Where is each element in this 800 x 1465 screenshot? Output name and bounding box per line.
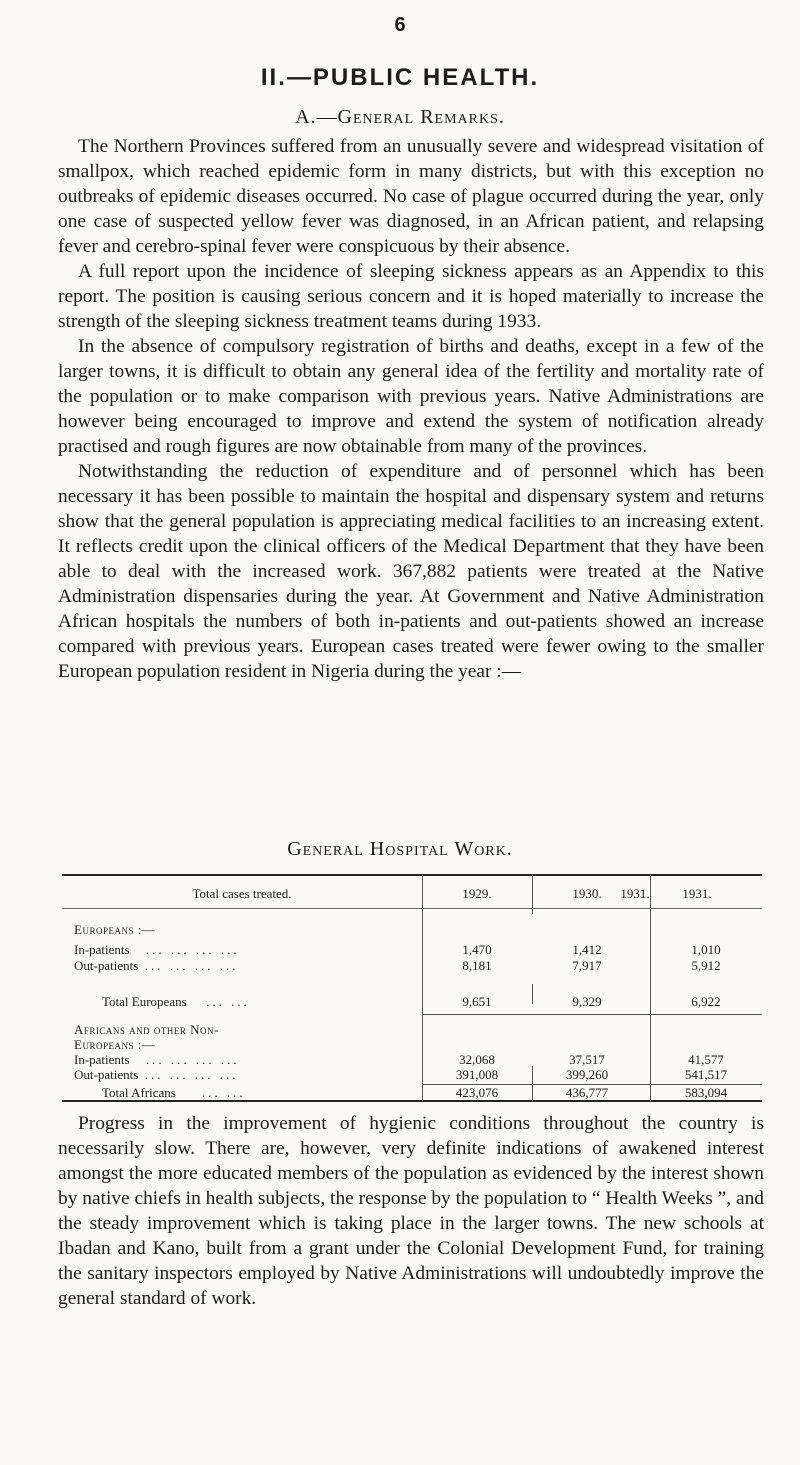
total-value: 9,329 [572, 994, 602, 1009]
cell-value: 7,917 [572, 958, 602, 973]
cell-value: 1,470 [462, 942, 492, 957]
total-value: 9,651 [462, 994, 492, 1009]
table-top-rule [62, 874, 762, 876]
total-label: Total Europeans ... ... [102, 994, 250, 1009]
cell-value: 399,260 [565, 1067, 609, 1082]
paragraph-expenditure: Notwithstanding the reduction of expenditure and of personnel which has been necessary it has been possible to maintain the hospital and dispensary system and returns show that the general population is appreciating medical facilities to an increasing extent. It reflects credit upon the clinical officers of the Medical Department that they have been able to deal with the increased work. 367,882 patients were treated at the Native Administration dispensaries during the year. At Government and Native Administration African hospitals the numbers of both in-patients and out-patients showed an increase compared with previous years. European cases treated were fewer owing to the smaller European population resident in Nigeria during the year :— [58, 461, 764, 682]
cell-value: 37,517 [569, 1052, 605, 1067]
row-label: In-patients ... ... ... ... [74, 942, 240, 957]
total-value: 583,094 [684, 1085, 728, 1100]
paragraph-sleeping-sickness: A full report upon the incidence of sleeping sickness appears as an Appendix to this report. The position is causing serious concern and it is hoped materially to increase the strength of the sleeping sickness treatment teams during 1933. [58, 261, 764, 332]
paragraph-smallpox: The Northern Provinces suffered from an unusually severe and widespread visitation of smallpox, which reached epidemic form in many districts, but with this exception no outbreaks of epidemic diseases occurred. No case of plague occurred during the year, only one case of suspected yellow fever was diagnosed, in an African patient, and relapsing fever and cerebro-spinal fever were conspicuous by their absence. [58, 136, 764, 257]
table-title: General Hospital Work. [287, 838, 513, 860]
group-divider [422, 1014, 762, 1015]
header-rule [62, 908, 762, 909]
header-year: 1931. [620, 886, 650, 901]
group-heading-africans: Africans and other Non- [74, 1022, 219, 1037]
row-label: In-patients ... ... ... ... [74, 1052, 240, 1067]
header-year: 1931. [682, 886, 712, 901]
cell-value: 1,412 [572, 942, 602, 957]
total-value: 423,076 [455, 1085, 499, 1100]
paragraph-registration: In the absence of compulsory registration of births and deaths, except in a few of the larger towns, it is difficult to obtain any general idea of the fertility and mortality rate of the population or to make comparison with previous years. Native Administrations are however being encouraged to improve and extend the system of notification already practised and rough figures are now obtainable from many of the provinces. [58, 336, 764, 457]
page-number: 6 [394, 14, 406, 36]
group-heading-europeans: Europeans :— [74, 922, 156, 937]
total-value: 6,922 [691, 994, 721, 1009]
cell-value: 41,577 [688, 1052, 724, 1067]
cell-value: 8,181 [462, 958, 492, 973]
intro-text [58, 134, 764, 684]
row-label: Out-patients ... ... ... ... [74, 958, 239, 973]
section-title: II.—PUBLIC HEALTH. [260, 64, 540, 91]
hospital-work-table [62, 874, 762, 1102]
cell-value: 541,517 [684, 1067, 728, 1082]
row-label: Out-patients ... ... ... ... [74, 1067, 239, 1082]
cell-value: 391,008 [455, 1067, 499, 1082]
cell-value: 32,068 [459, 1052, 495, 1067]
header-year: 1930. [572, 886, 602, 901]
cell-value: 1,010 [691, 942, 721, 957]
total-label: Total Africans ... ... [102, 1085, 246, 1100]
paragraph-progress: Progress in the improvement of hygienic conditions throughout the country is necessarily slow. There are, however, very definite indications of awakened interest amongst the more educated members of the population as evidenced by the interest shown by native chiefs in health subjects, the response by the population to “ Health Weeks ”, and the steady improvement which is taking place in the larger towns. The new schools at Ibadan and Kano, built from a grant under the Colonial Development Fund, for training the sanitary inspectors employed by Native Administrations will undoubtedly improve the general standard of work. [58, 1113, 764, 1309]
header-label: Total cases treated. [192, 886, 292, 901]
total-value: 436,777 [565, 1085, 609, 1100]
header-year: 1929. [462, 886, 492, 901]
group-heading-africans-cont: Europeans :— [74, 1037, 156, 1052]
cell-value: 5,912 [691, 958, 721, 973]
subheading: A.—General Remarks. [295, 106, 505, 128]
closing-text [58, 1111, 764, 1311]
